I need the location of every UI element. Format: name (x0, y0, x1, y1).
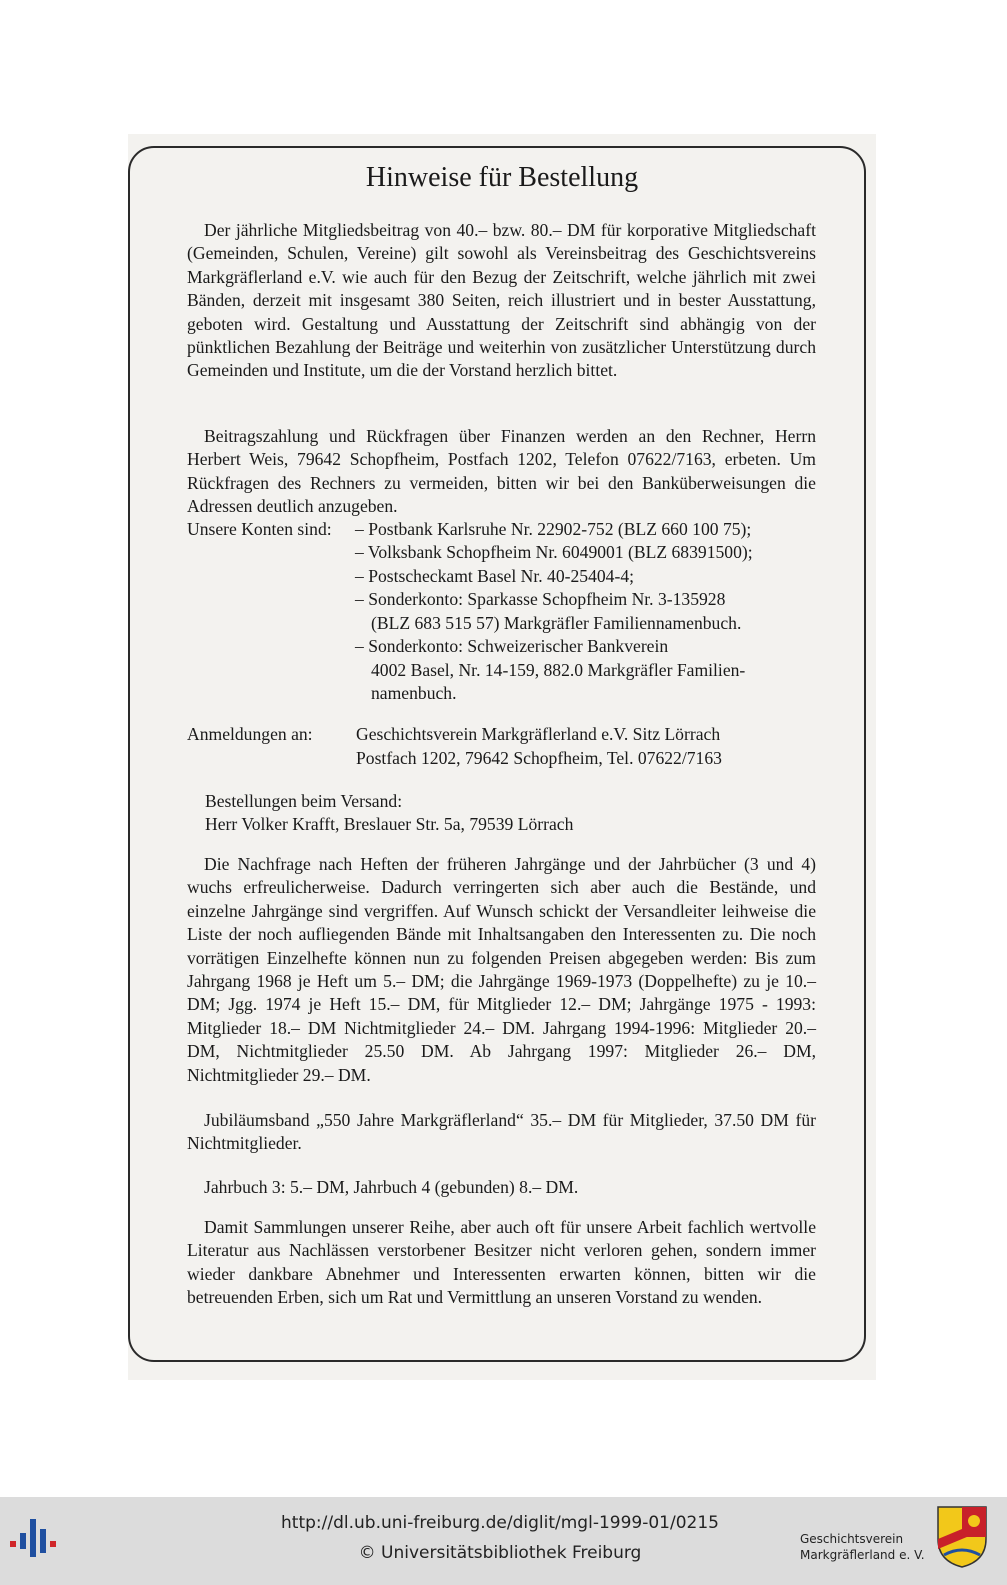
orders-heading: Bestellungen beim Versand: (205, 791, 403, 811)
accounts-label: Unsere Konten sind: (187, 519, 332, 539)
account-line: (BLZ 683 515 57) Markgräfler Familiennamenbuch. (371, 613, 742, 633)
registration-address: Geschichtsverein Markgräflerland e.V. Sitz Lörrach (356, 724, 721, 744)
paragraph-membership: Der jährliche Mitgliedsbeitrag von 40.– bzw. 80.– DM für korporative Mitgliedschaft (Gemeinden, Schulen, Vereine) gilt sowohl als Vereinsbeitrag des Geschichtsvereins Markgräflerland e.V. wie auch für den Bezug der Zeitschrift, welche jährlich mit zwei Bänden, derzeit mit insgesamt 380 Seiten, reich illustriert und in bester Ausstattung, geboten wird. Gestaltung und Ausstattung der Zeitschrift sind abhängig von der pünktlichen Bezahlung der Beiträge und weiterhin von zusätzlicher Unterstützung durch Gemeinden und Institute, um die der Vorstand herzlich bittet. (187, 220, 816, 381)
account-line: namenbuch. (371, 683, 457, 703)
page-title: Hinweise für Bestellung (365, 162, 639, 193)
paragraph-estates: Damit Sammlungen unserer Reihe, aber auch oft für unsere Arbeit fachlich wertvolle Literatur aus Nachlässen verstorbener Besitzer nicht verloren gehen, sondern immer wieder dankbare Abnehmer und Interessenten erwarten können, bitten wir die betreuenden Erben, sich um Rat und Vermittlung an unseren Vorstand zu wenden. (187, 1217, 816, 1308)
society-name-line: Geschichtsverein (800, 1532, 904, 1546)
coat-of-arms-icon (936, 1505, 988, 1569)
account-line: – Sonderkonto: Sparkasse Schopfheim Nr. 3-135928 (355, 589, 726, 609)
society-name-line: Markgräflerland e. V. (800, 1548, 925, 1562)
paragraph-payment: Beitragszahlung und Rückfragen über Finanzen werden an den Rechner, Herrn Herbert Weis, 79642 Schopfheim, Postfach 1202, Telefon 07622/7163, erbeten. Um Rückfragen des Rechners zu vermeiden, bitten wir bei den Banküberweisungen die Adressen deutlich anzugeben. (187, 426, 816, 517)
permalink-url[interactable]: http://dl.ub.uni-freiburg.de/diglit/mgl-1999-01/0215 (281, 1513, 719, 1533)
account-line: – Volksbank Schopfheim Nr. 6049001 (BLZ 68391500); (355, 542, 753, 562)
viewer-footer (0, 1497, 1007, 1585)
registration-label: Anmeldungen an: (187, 724, 313, 744)
digital-library-logo-icon (8, 1511, 64, 1567)
paragraph-yearbooks: Jahrbuch 3: 5.– DM, Jahrbuch 4 (gebunden) 8.– DM. (204, 1177, 579, 1197)
society-name (800, 1531, 925, 1563)
account-line: 4002 Basel, Nr. 14-159, 882.0 Markgräfler Familien- (371, 660, 746, 680)
account-line: – Postscheckamt Basel Nr. 40-25404-4; (355, 566, 635, 586)
registration-address: Postfach 1202, 79642 Schopfheim, Tel. 07622/7163 (356, 748, 722, 768)
orders-address: Herr Volker Krafft, Breslauer Str. 5a, 79539 Lörrach (205, 814, 574, 834)
copyright-notice: © Universitätsbibliothek Freiburg (358, 1543, 642, 1563)
account-line: – Postbank Karlsruhe Nr. 22902-752 (BLZ 660 100 75); (355, 519, 752, 539)
account-line: – Sonderkonto: Schweizerischer Bankverein (355, 636, 669, 656)
paragraph-anniversary: Jubiläumsband „550 Jahre Markgräflerland“ 35.– DM für Mitglieder, 37.50 DM für Nichtmitglieder. (187, 1110, 816, 1154)
paragraph-back-issues: Die Nachfrage nach Heften der früheren Jahrgänge und der Jahrbücher (3 und 4) wuchs erfreulicherweise. Dadurch verringerten sich aber auch die Bestände, und einzelne Jahrgänge sind vergriffen. Auf Wunsch schickt der Versandleiter leihweise die Liste der noch aufliegenden Bände mit Inhaltsangaben den Interessenten zu. Die noch vorrätigen Einzelhefte können nun zu folgenden Preisen abgegeben werden: Bis zum Jahrgang 1968 je Heft um 5.– DM; die Jahrgänge 1969-1973 (Doppelhefte) zu je 10.– DM; Jgg. 1974 je Heft 15.– DM, für Mitglieder 12.– DM; Jahrgänge 1975 - 1993: Mitglieder 18.– DM Nichtmitglieder 24.– DM. Jahrgang 1994-1996: Mitglieder 20.– DM, Nichtmitglieder 25.50 DM. Ab Jahrgang 1997: Mitglieder 26.– DM, Nichtmitglieder 29.– DM. (187, 854, 816, 1085)
